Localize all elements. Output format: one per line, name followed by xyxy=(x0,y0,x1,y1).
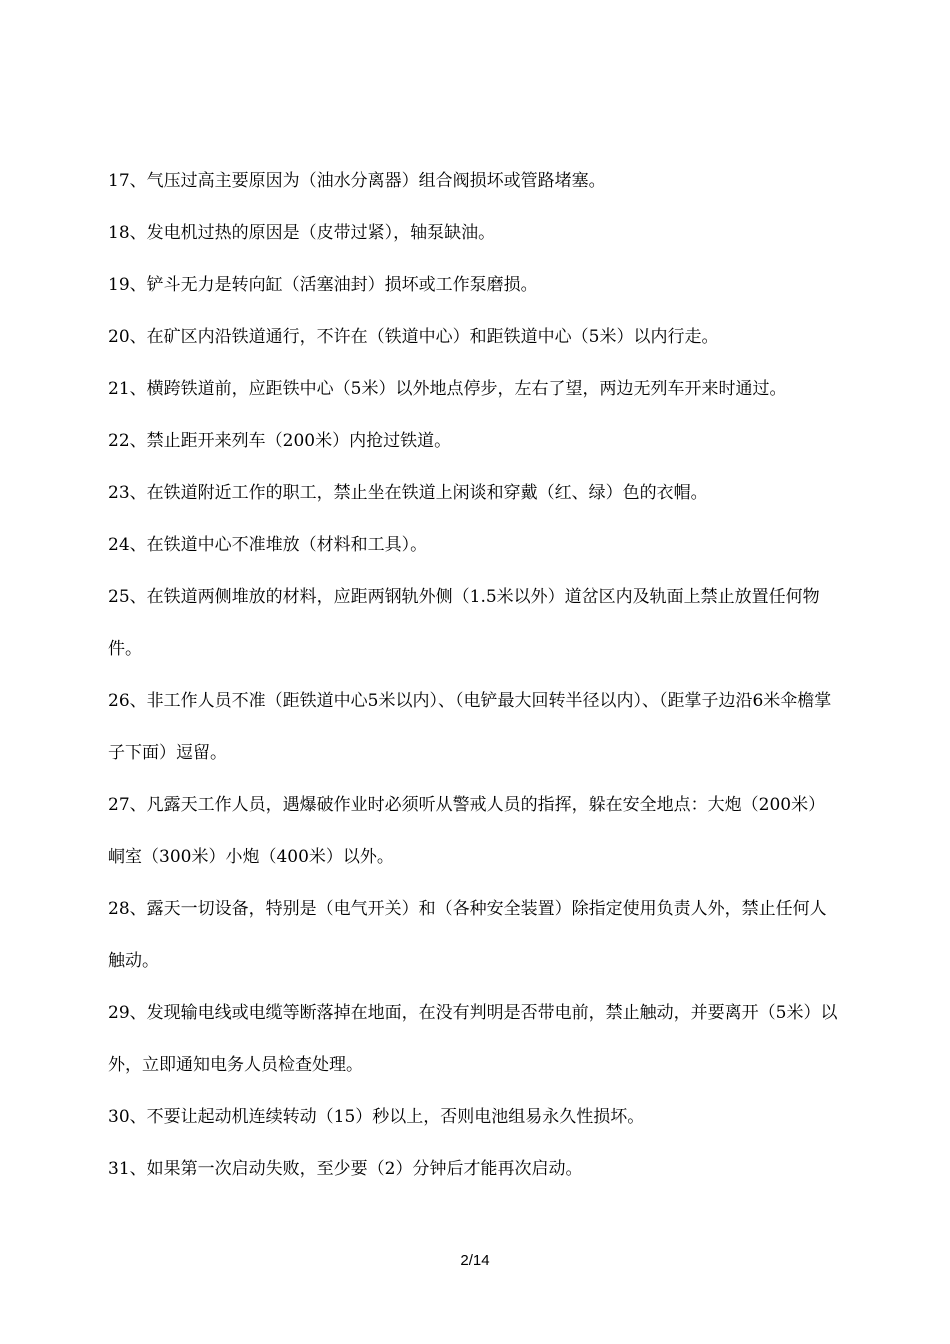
list-item: 31、如果第一次启动失败，至少要（2）分钟后才能再次启动。 xyxy=(108,1159,583,1179)
list-item: 20、在矿区内沿铁道通行，不许在（铁道中心）和距铁道中心（5米）以内行走。 xyxy=(108,327,719,347)
list-item: 22、禁止距开来列车（200米）内抢过铁道。 xyxy=(108,431,452,451)
page-number: 2/14 xyxy=(460,1252,490,1269)
list-item: 29、发现输电线或电缆等断落掉在地面，在没有判明是否带电前，禁止触动，并要离开（5米）以外，立即通知电务人员检查处理。 xyxy=(108,1003,838,1075)
list-item: 23、在铁道附近工作的职工，禁止坐在铁道上闲谈和穿戴（红、绿）色的衣帽。 xyxy=(108,483,708,503)
list-item: 28、露天一切设备，特别是（电气开关）和（各种安全装置）除指定使用负责人外，禁止任何人触动。 xyxy=(108,899,827,971)
list-item: 24、在铁道中心不准堆放（材料和工具）。 xyxy=(108,535,428,555)
list-item: 30、不要让起动机连续转动（15）秒以上，否则电池组易永久性损坏。 xyxy=(108,1107,645,1127)
list-item: 27、凡露天工作人员，遇爆破作业时必须听从警戒人员的指挥，躲在安全地点：大炮（200米）峒室（300米）小炮（400米）以外。 xyxy=(108,795,826,867)
list-item: 17、气压过高主要原因为（油水分离器）组合阀损坏或管路堵塞。 xyxy=(108,171,606,191)
list-item: 25、在铁道两侧堆放的材料，应距两钢轨外侧（1.5米以外）道岔区内及轨面上禁止放置任何物件。 xyxy=(108,587,820,659)
list-item: 18、发电机过热的原因是（皮带过紧），轴泵缺油。 xyxy=(108,223,496,243)
document-body xyxy=(108,155,838,1195)
list-item: 26、非工作人员不准（距铁道中心5米以内）、（电铲最大回转半径以内）、（距掌子边沿6米伞檐掌子下面）逗留。 xyxy=(108,691,832,763)
list-item: 19、铲斗无力是转向缸（活塞油封）损坏或工作泵磨损。 xyxy=(108,275,538,295)
list-item: 21、横跨铁道前，应距铁中心（5米）以外地点停步，左右了望，两边无列车开来时通过。 xyxy=(108,379,787,399)
